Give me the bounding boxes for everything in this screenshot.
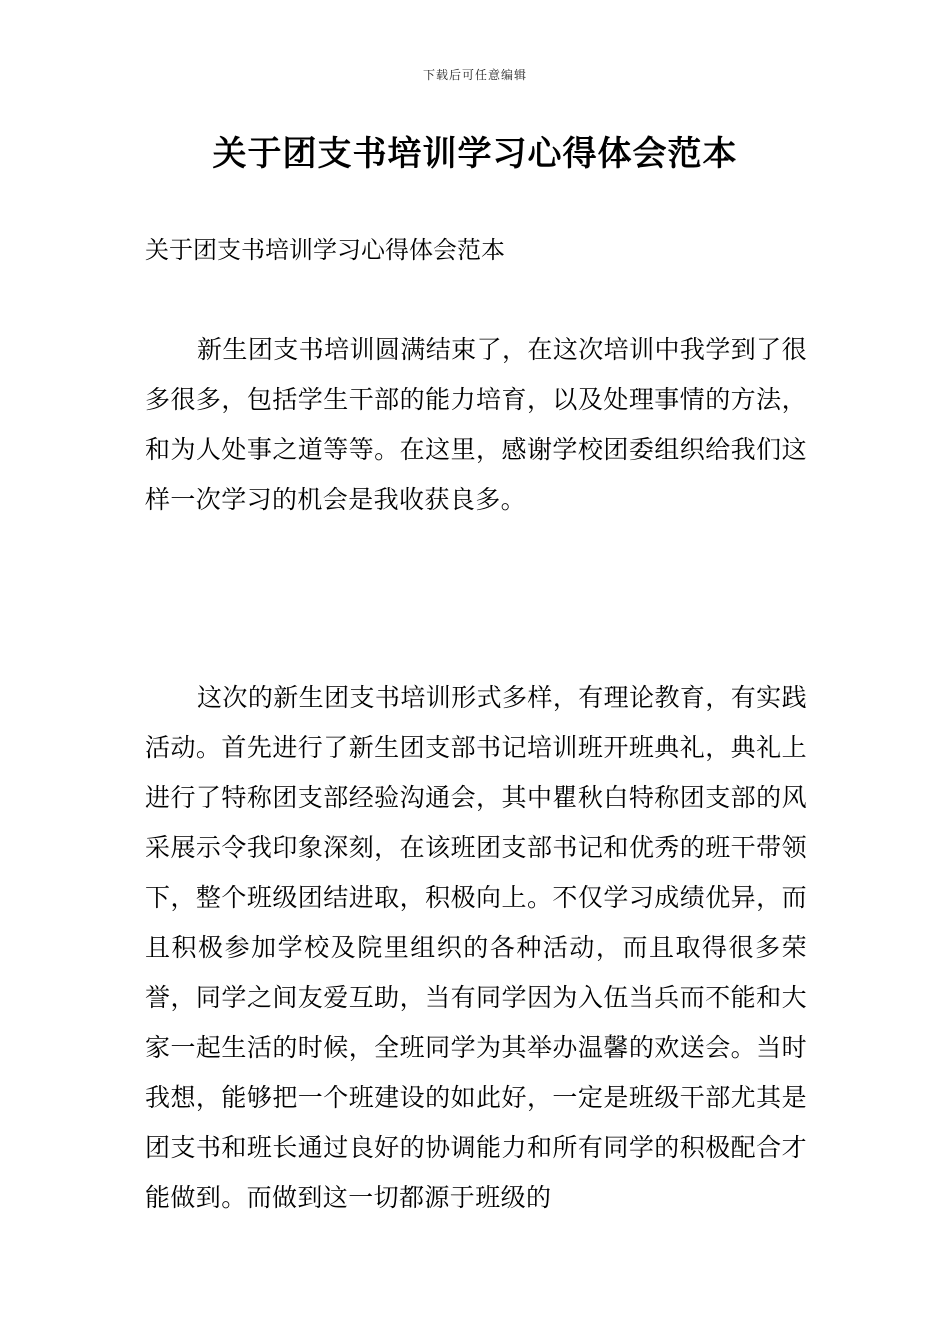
body-paragraph: 这次的新生团支书培训形式多样，有理论教育，有实践活动。首先进行了新生团支部书记培训班开班典礼，典礼上进行了特称团支部经验沟通会，其中瞿秋白特称团支部的风采展示令我印象深刻，在该班团支部书记和优秀的班干带领下，整个班级团结进取，积极向上。不仅学习成绩优异，而且积极参加学校及院里组织的各种活动，而且取得很多荣誉，同学之间友爱互助，当有同学因为入伍当兵而不能和大家一起生活的时候，全班同学为其举办温馨的欢送会。当时我想，能够把一个班建设的如此好，一定是班级干部尤其是团支书和班长通过良好的协调能力和所有同学的积极配合才能做到。而做到这一切都源于班级的	[145, 683, 807, 1212]
header-note: 下载后可任意编辑	[422, 68, 527, 82]
document-title: 关于团支书培训学习心得体会范本	[212, 134, 738, 174]
document-subtitle: 关于团支书培训学习心得体会范本	[145, 236, 505, 264]
body-paragraph: 新生团支书培训圆满结束了，在这次培训中我学到了很多很多，包括学生干部的能力培育，以及处理事情的方法，和为人处事之道等等。在这里，感谢学校团委组织给我们这样一次学习的机会是我收获良多。	[145, 335, 807, 514]
